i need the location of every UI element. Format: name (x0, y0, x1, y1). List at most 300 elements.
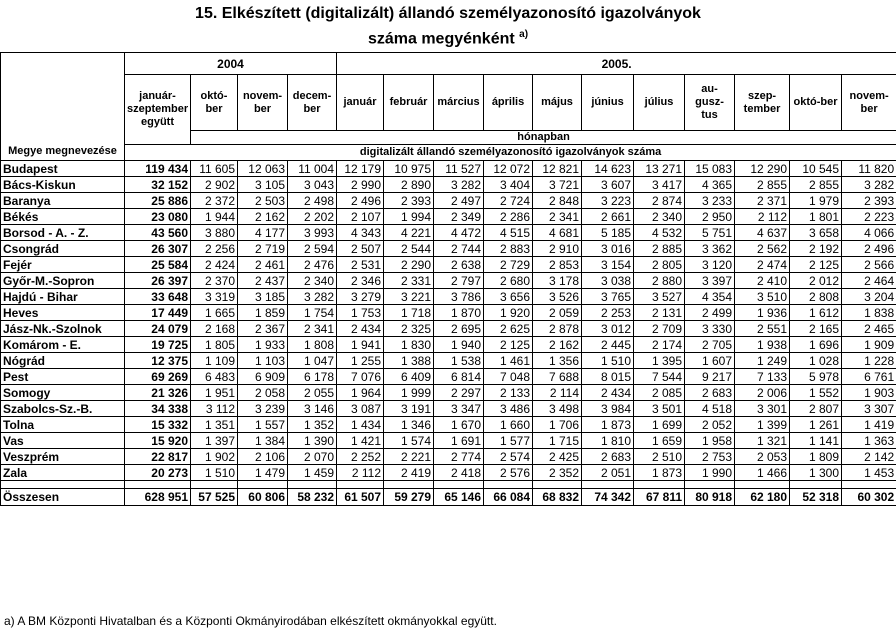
month-value: 13 271 (634, 161, 685, 177)
cumulative-value: 25 886 (125, 193, 191, 209)
month-value: 6 178 (288, 369, 337, 385)
month-value: 60 806 (238, 489, 288, 506)
county-name: Csongrád (1, 241, 125, 257)
month-value: 66 084 (484, 489, 533, 506)
month-value: 2 683 (685, 385, 735, 401)
month-value: 4 066 (842, 225, 896, 241)
month-value: 2 445 (582, 337, 634, 353)
table-row (1, 401, 896, 417)
month-value: 2 253 (582, 305, 634, 321)
month-value: 2 340 (634, 209, 685, 225)
month-value: 2 341 (533, 209, 582, 225)
month-value: 1 990 (685, 465, 735, 481)
month-value: 3 120 (685, 257, 735, 273)
month-value: 11 004 (288, 161, 337, 177)
month-value: 2 286 (484, 209, 533, 225)
cumulative-value: 69 269 (125, 369, 191, 385)
month-value: 2 465 (842, 321, 896, 337)
month-value: 2 507 (337, 241, 384, 257)
month-value: 80 918 (685, 489, 735, 506)
month-value: 3 282 (842, 177, 896, 193)
month-value: 2 192 (790, 241, 842, 257)
table-row (1, 289, 896, 305)
month-value: 2 724 (484, 193, 533, 209)
month-value: 7 076 (337, 369, 384, 385)
month-value: 12 072 (484, 161, 533, 177)
month-value: 1 356 (533, 353, 582, 369)
month-value: 1 390 (288, 433, 337, 449)
county-name: Borsod - A. - Z. (1, 225, 125, 241)
month-value: 1 859 (238, 305, 288, 321)
table-row (1, 417, 896, 433)
month-value: 1 397 (191, 433, 238, 449)
month-value: 3 282 (288, 289, 337, 305)
month-value: 2 290 (384, 257, 434, 273)
table-row (1, 241, 896, 257)
cumulative-value: 119 434 (125, 161, 191, 177)
month-value: 3 330 (685, 321, 735, 337)
month-value: 3 043 (288, 177, 337, 193)
month-value: 1 801 (790, 209, 842, 225)
month-value: 12 063 (238, 161, 288, 177)
month-value: 2 744 (434, 241, 484, 257)
month-value: 2 510 (634, 449, 685, 465)
month-value: 3 016 (582, 241, 634, 257)
month-value: 1 510 (582, 353, 634, 369)
month-value: 3 012 (582, 321, 634, 337)
month-value: 65 146 (434, 489, 484, 506)
page-title: 15. Elkészített (digitalizált) állandó személyazonosító igazolványok (195, 5, 701, 22)
month-value: 2 221 (384, 449, 434, 465)
month-value: 1 103 (238, 353, 288, 369)
month-value: 2 680 (484, 273, 533, 289)
month-value: 1 249 (735, 353, 790, 369)
month-value: 1 352 (288, 417, 337, 433)
spacer-cell (1, 481, 125, 489)
month-value: 1 395 (634, 353, 685, 369)
month-value: 3 527 (634, 289, 685, 305)
month-value: 2 112 (337, 465, 384, 481)
month-value: 3 223 (582, 193, 634, 209)
county-name: Békés (1, 209, 125, 225)
month-value: 2 370 (191, 273, 238, 289)
month-value: 59 279 (384, 489, 434, 506)
cumulative-header: január-szeptember együtt (125, 75, 191, 145)
month-value: 2 058 (238, 385, 288, 401)
footnote: a) A BM Központi Hivatalban és a Központi Okmányirodában elkészített okmányokkal együtt. (4, 614, 497, 628)
table-row (1, 257, 896, 273)
table-row (1, 337, 896, 353)
month-value: 2 006 (735, 385, 790, 401)
month-2004-header: novem-ber (238, 75, 288, 131)
month-value: 1 574 (384, 433, 434, 449)
month-value: 2 853 (533, 257, 582, 273)
county-name: Hajdú - Bihar (1, 289, 125, 305)
month-value: 3 319 (191, 289, 238, 305)
month-value: 1 903 (842, 385, 896, 401)
month-value: 10 545 (790, 161, 842, 177)
month-value: 2 848 (533, 193, 582, 209)
month-value: 1 964 (337, 385, 384, 401)
month-value: 2 085 (634, 385, 685, 401)
month-value: 2 496 (337, 193, 384, 209)
month-value: 2 125 (484, 337, 533, 353)
year-2004-header: 2004 (125, 53, 337, 75)
cumulative-value: 20 273 (125, 465, 191, 481)
month-value: 2 576 (484, 465, 533, 481)
month-value: 1 109 (191, 353, 238, 369)
county-name: Szabolcs-Sz.-B. (1, 401, 125, 417)
month-value: 2 499 (685, 305, 735, 321)
month-value: 2 774 (434, 449, 484, 465)
county-name: Komárom - E. (1, 337, 125, 353)
month-value: 1 838 (842, 305, 896, 321)
month-value: 2 883 (484, 241, 533, 257)
month-value: 2 497 (434, 193, 484, 209)
cumulative-value: 23 080 (125, 209, 191, 225)
month-value: 2 719 (238, 241, 288, 257)
month-value: 3 721 (533, 177, 582, 193)
month-header-row (1, 75, 896, 131)
cumulative-value: 26 397 (125, 273, 191, 289)
month-value: 11 605 (191, 161, 238, 177)
month-value: 12 821 (533, 161, 582, 177)
month-value: 2 434 (582, 385, 634, 401)
month-value: 2 874 (634, 193, 685, 209)
county-name: Jász-Nk.-Szolnok (1, 321, 125, 337)
month-value: 6 814 (434, 369, 484, 385)
county-name: Bács-Kiskun (1, 177, 125, 193)
month-value: 12 179 (337, 161, 384, 177)
month-value: 1 665 (191, 305, 238, 321)
month-value: 1 421 (337, 433, 384, 449)
cumulative-value: 33 648 (125, 289, 191, 305)
cumulative-value: 26 307 (125, 241, 191, 257)
month-value: 3 105 (238, 177, 288, 193)
spacer-cell (337, 481, 384, 489)
month-value: 2 052 (685, 417, 735, 433)
month-value: 2 474 (735, 257, 790, 273)
cumulative-value: 15 920 (125, 433, 191, 449)
spacer-cell (634, 481, 685, 489)
month-value: 1 461 (484, 353, 533, 369)
month-value: 2 476 (288, 257, 337, 273)
month-value: 7 544 (634, 369, 685, 385)
month-value: 3 656 (484, 289, 533, 305)
total-row (1, 489, 896, 506)
month-value: 2 461 (238, 257, 288, 273)
month-2005-header: szep-tember (735, 75, 790, 131)
month-value: 1 028 (790, 353, 842, 369)
month-value: 1 047 (288, 353, 337, 369)
month-value: 1 958 (685, 433, 735, 449)
data-table (0, 52, 896, 506)
month-value: 11 527 (434, 161, 484, 177)
month-value: 2 112 (735, 209, 790, 225)
month-value: 2 562 (735, 241, 790, 257)
month-value: 2 683 (582, 449, 634, 465)
month-value: 2 498 (288, 193, 337, 209)
month-value: 1 510 (191, 465, 238, 481)
month-value: 1 419 (842, 417, 896, 433)
cumulative-value: 34 338 (125, 401, 191, 417)
month-value: 1 809 (790, 449, 842, 465)
month-value: 6 483 (191, 369, 238, 385)
month-value: 3 347 (434, 401, 484, 417)
month-2005-header: novem-ber (842, 75, 896, 131)
county-name: Győr-M.-Sopron (1, 273, 125, 289)
month-value: 9 217 (685, 369, 735, 385)
month-value: 1 944 (191, 209, 238, 225)
table-row (1, 161, 896, 177)
month-value: 1 300 (790, 465, 842, 481)
month-2004-header: decem-ber (288, 75, 337, 131)
month-2005-header: októ-ber (790, 75, 842, 131)
month-value: 1 691 (434, 433, 484, 449)
month-value: 1 388 (384, 353, 434, 369)
month-value: 7 133 (735, 369, 790, 385)
county-name: Tolna (1, 417, 125, 433)
month-value: 10 975 (384, 161, 434, 177)
month-value: 1 659 (634, 433, 685, 449)
month-value: 4 354 (685, 289, 735, 305)
month-value: 5 185 (582, 225, 634, 241)
table-head (1, 53, 896, 161)
table-row (1, 225, 896, 241)
month-value: 2 252 (337, 449, 384, 465)
cumulative-value: 628 951 (125, 489, 191, 506)
month-value: 1 384 (238, 433, 288, 449)
month-value: 67 811 (634, 489, 685, 506)
month-value: 3 510 (735, 289, 790, 305)
cumulative-value: 15 332 (125, 417, 191, 433)
month-value: 1 346 (384, 417, 434, 433)
month-value: 3 038 (582, 273, 634, 289)
month-value: 57 525 (191, 489, 238, 506)
month-value: 2 340 (288, 273, 337, 289)
month-value: 2 107 (337, 209, 384, 225)
month-value: 2 142 (842, 449, 896, 465)
month-value: 2 165 (790, 321, 842, 337)
month-value: 2 695 (434, 321, 484, 337)
month-value: 2 012 (790, 273, 842, 289)
month-value: 3 239 (238, 401, 288, 417)
month-value: 2 464 (842, 273, 896, 289)
month-value: 1 363 (842, 433, 896, 449)
month-value: 2 393 (384, 193, 434, 209)
county-name: Összesen (1, 489, 125, 506)
county-col-header: Megye megnevezése (1, 53, 125, 161)
month-value: 3 301 (735, 401, 790, 417)
month-value: 1 538 (434, 353, 484, 369)
month-value: 4 518 (685, 401, 735, 417)
month-value: 1 261 (790, 417, 842, 433)
month-value: 2 367 (238, 321, 288, 337)
month-value: 2 053 (735, 449, 790, 465)
page-subtitle (0, 29, 896, 48)
month-value: 2 256 (191, 241, 238, 257)
county-name: Nógrád (1, 353, 125, 369)
month-value: 1 399 (735, 417, 790, 433)
month-value: 3 279 (337, 289, 384, 305)
month-value: 2 531 (337, 257, 384, 273)
month-value: 68 832 (533, 489, 582, 506)
month-value: 1 938 (735, 337, 790, 353)
cumulative-value: 12 375 (125, 353, 191, 369)
month-value: 1 951 (191, 385, 238, 401)
month-value: 2 424 (191, 257, 238, 273)
month-value: 2 709 (634, 321, 685, 337)
month-value: 1 873 (634, 465, 685, 481)
month-value: 2 855 (735, 177, 790, 193)
month-value: 4 365 (685, 177, 735, 193)
footnote-mark: a) (519, 29, 529, 40)
month-value: 1 696 (790, 337, 842, 353)
month-2005-header: január (337, 75, 384, 131)
month-value: 58 232 (288, 489, 337, 506)
month-value: 60 302 (842, 489, 896, 506)
spacer-cell (238, 481, 288, 489)
month-value: 1 670 (434, 417, 484, 433)
month-value: 2 437 (238, 273, 288, 289)
month-value: 2 594 (288, 241, 337, 257)
month-value: 74 342 (582, 489, 634, 506)
month-value: 1 577 (484, 433, 533, 449)
month-value: 2 855 (790, 177, 842, 193)
month-value: 1 660 (484, 417, 533, 433)
month-value: 12 290 (735, 161, 790, 177)
month-value: 1 999 (384, 385, 434, 401)
cumulative-value: 22 817 (125, 449, 191, 465)
month-value: 1 994 (384, 209, 434, 225)
month-value: 2 349 (434, 209, 484, 225)
spacer-cell (484, 481, 533, 489)
month-value: 2 890 (384, 177, 434, 193)
table-row (1, 385, 896, 401)
month-value: 2 807 (790, 401, 842, 417)
county-name: Vas (1, 433, 125, 449)
county-name: Somogy (1, 385, 125, 401)
month-value: 1 808 (288, 337, 337, 353)
month-value: 3 501 (634, 401, 685, 417)
month-value: 4 343 (337, 225, 384, 241)
month-value: 2 661 (582, 209, 634, 225)
county-name: Pest (1, 369, 125, 385)
month-value: 3 526 (533, 289, 582, 305)
month-value: 2 544 (384, 241, 434, 257)
month-value: 15 083 (685, 161, 735, 177)
month-value: 2 114 (533, 385, 582, 401)
month-value: 2 059 (533, 305, 582, 321)
month-value: 2 341 (288, 321, 337, 337)
month-value: 3 486 (484, 401, 533, 417)
month-value: 1 321 (735, 433, 790, 449)
month-value: 3 233 (685, 193, 735, 209)
month-value: 2 133 (484, 385, 533, 401)
month-value: 1 612 (790, 305, 842, 321)
month-value: 1 979 (790, 193, 842, 209)
month-value: 2 434 (337, 321, 384, 337)
table-row (1, 273, 896, 289)
spacer-cell (191, 481, 238, 489)
month-value: 2 106 (238, 449, 288, 465)
month-value: 3 658 (790, 225, 842, 241)
month-value: 2 902 (191, 177, 238, 193)
month-2005-header: július (634, 75, 685, 131)
table-row (1, 433, 896, 449)
month-value: 2 551 (735, 321, 790, 337)
month-value: 1 810 (582, 433, 634, 449)
month-value: 3 282 (434, 177, 484, 193)
month-value: 1 141 (790, 433, 842, 449)
month-value: 1 706 (533, 417, 582, 433)
month-value: 3 221 (384, 289, 434, 305)
month-value: 1 228 (842, 353, 896, 369)
month-value: 2 325 (384, 321, 434, 337)
unit-label-header: digitalizált állandó személyazonosító igazolványok száma (125, 145, 896, 161)
cumulative-value: 17 449 (125, 305, 191, 321)
honapban-header: hónapban (191, 131, 896, 145)
month-value: 1 434 (337, 417, 384, 433)
month-value: 1 351 (191, 417, 238, 433)
month-value: 4 177 (238, 225, 288, 241)
county-name: Baranya (1, 193, 125, 209)
month-value: 2 797 (434, 273, 484, 289)
month-value: 6 761 (842, 369, 896, 385)
table-body (1, 161, 896, 506)
month-value: 3 112 (191, 401, 238, 417)
month-value: 2 419 (384, 465, 434, 481)
month-value: 3 607 (582, 177, 634, 193)
month-value: 2 162 (238, 209, 288, 225)
month-value: 2 372 (191, 193, 238, 209)
table-row (1, 305, 896, 321)
month-value: 1 909 (842, 337, 896, 353)
month-value: 4 637 (735, 225, 790, 241)
month-value: 3 786 (434, 289, 484, 305)
month-value: 1 805 (191, 337, 238, 353)
table-row (1, 177, 896, 193)
month-value: 3 204 (842, 289, 896, 305)
table-row (1, 449, 896, 465)
month-value: 1 479 (238, 465, 288, 481)
month-value: 1 933 (238, 337, 288, 353)
month-value: 2 131 (634, 305, 685, 321)
month-value: 2 425 (533, 449, 582, 465)
spacer-cell (790, 481, 842, 489)
month-value: 1 699 (634, 417, 685, 433)
month-2005-header: február (384, 75, 434, 131)
year-2005-header: 2005. (337, 53, 896, 75)
spacer-cell (125, 481, 191, 489)
spacer-row (1, 481, 896, 489)
month-value: 2 418 (434, 465, 484, 481)
month-value: 2 885 (634, 241, 685, 257)
month-value: 2 352 (533, 465, 582, 481)
month-2005-header: június (582, 75, 634, 131)
month-value: 2 051 (582, 465, 634, 481)
month-value: 3 993 (288, 225, 337, 241)
table-row (1, 369, 896, 385)
month-value: 2 346 (337, 273, 384, 289)
month-value: 3 307 (842, 401, 896, 417)
month-value: 5 978 (790, 369, 842, 385)
table-row (1, 193, 896, 209)
month-value: 2 910 (533, 241, 582, 257)
month-value: 2 393 (842, 193, 896, 209)
month-value: 1 941 (337, 337, 384, 353)
cumulative-value: 32 152 (125, 177, 191, 193)
